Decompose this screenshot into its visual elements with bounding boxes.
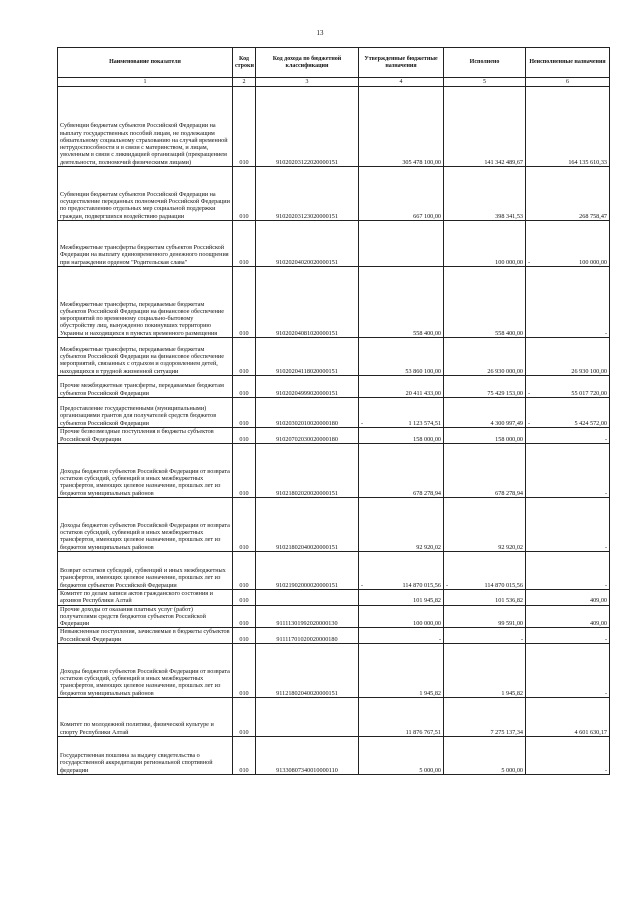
row-executed (444, 167, 526, 221)
row-name: Межбюджетные трансферты бюджетам субъектов Российской Федерации на выплату единовременного денежного поощрения при награждении орденом "Родительская слава" (58, 221, 233, 267)
row-unexecuted (526, 644, 610, 698)
budget-income-table (57, 47, 610, 775)
row-unexecuted (526, 338, 610, 376)
row-unexecuted (526, 498, 610, 552)
amount-value: 114 870 015,56 (402, 581, 441, 589)
amount-value: - (604, 329, 607, 337)
table-row (58, 338, 610, 376)
page-number: 13 (316, 29, 324, 37)
row-name: Прочие доходы от оказания платных услуг (работ) получателями средств бюджетов субъектов Российской Федерации (58, 605, 233, 628)
row-income-code: 91020204118020000151 (256, 338, 359, 376)
amount-value: 11 876 767,51 (405, 728, 441, 736)
amount-value: - (604, 435, 607, 443)
row-unexecuted (526, 444, 610, 498)
row-unexecuted (526, 87, 610, 167)
row-name: Прочие межбюджетные трансферты, передаваемые бюджетам субъектов Российской Федерации (58, 376, 233, 398)
amount-value: 409,00 (589, 620, 607, 628)
header-approved: Утвержденные бюджетные назначения (359, 48, 444, 78)
row-approved (359, 552, 444, 590)
table-row (58, 398, 610, 428)
row-income-code: 91020204020020000151 (256, 221, 359, 267)
row-unexecuted (526, 398, 610, 428)
row-line-code: 010 (233, 167, 256, 221)
row-income-code: 91020302010020000180 (256, 398, 359, 428)
row-income-code: 91111301992020000130 (256, 605, 359, 628)
amount-value: 268 758,47 (579, 212, 607, 220)
column-number: 4 (359, 78, 444, 87)
row-approved (359, 338, 444, 376)
amount-value: 55 017 720,00 (571, 389, 607, 397)
row-executed (444, 737, 526, 775)
row-approved (359, 737, 444, 775)
table-row (58, 444, 610, 498)
amount-value: 100 000,00 (495, 258, 523, 266)
amount-value: 5 000,00 (501, 766, 523, 774)
row-income-code: 91111701020020000180 (256, 628, 359, 644)
amount-value: 164 135 610,33 (568, 158, 607, 166)
row-unexecuted (526, 590, 610, 606)
row-line-code: 010 (233, 221, 256, 267)
header-line-code: Код строки (233, 48, 256, 78)
column-number: 1 (58, 78, 233, 87)
row-name: Комитет по делам записи актов гражданского состояния и архивов Республики Алтай (58, 590, 233, 606)
row-income-code: 91020203122020000151 (256, 87, 359, 167)
amount-value: - (604, 543, 607, 551)
row-name: Субвенции бюджетам субъектов Российской Федерации на выплату государственных пособий лицам, не подлежащим обязательному социальному страхованию на случай временной нетрудоспособности и в связи с материнством, и лицам, уволенным в связи с ликвидацией организаций (прекращением деятельности, полномочий физическими лицами) (58, 87, 233, 167)
row-income-code (256, 590, 359, 606)
row-name: Комитет по молодежной политике, физической культуре и спорту Республики Алтай (58, 698, 233, 737)
amount-value: 305 478 100,00 (402, 158, 441, 166)
amount-value: - (438, 635, 441, 643)
row-unexecuted (526, 628, 610, 644)
amount-value: 4 300 997,49 (490, 419, 523, 427)
row-executed (444, 376, 526, 398)
amount-value: 75 429 153,00 (487, 389, 523, 397)
row-unexecuted (526, 737, 610, 775)
row-income-code: 91021902000020000151 (256, 552, 359, 590)
amount-value: 100 000,00 (579, 258, 607, 266)
amount-value: 114 870 015,56 (484, 581, 523, 589)
amount-value: 1 945,82 (501, 689, 523, 697)
row-line-code: 010 (233, 376, 256, 398)
row-unexecuted (526, 605, 610, 628)
row-line-code: 010 (233, 590, 256, 606)
row-unexecuted (526, 428, 610, 444)
row-executed (444, 590, 526, 606)
amount-value: 26 930 100,00 (571, 367, 607, 375)
row-executed (444, 698, 526, 737)
row-line-code: 010 (233, 87, 256, 167)
header-name: Наименование показателя (58, 48, 233, 78)
negative-sign: - (528, 258, 531, 266)
table-row (58, 644, 610, 698)
row-line-code: 010 (233, 605, 256, 628)
row-line-code: 010 (233, 428, 256, 444)
row-executed (444, 444, 526, 498)
row-name: Прочие безвозмездные поступления в бюджеты субъектов Российской Федерации (58, 428, 233, 444)
row-name: Предоставление государственными (муниципальными) организациями грантов для получателей средств бюджетов субъектов Российской Федерации (58, 398, 233, 428)
row-line-code: 010 (233, 628, 256, 644)
table-row (58, 590, 610, 606)
row-name: Доходы бюджетов субъектов Российской Федерации от возврата остатков субсидий, субвенций и иных межбюджетных трансфертов, имеющих целевое назначение, прошлых лет из бюджетов муниципальных районов (58, 444, 233, 498)
row-approved (359, 590, 444, 606)
row-income-code: 91020702030020000180 (256, 428, 359, 444)
row-income-code: 91020203123020000151 (256, 167, 359, 221)
negative-sign: - (446, 581, 449, 589)
amount-value: 100 000,00 (413, 620, 441, 628)
row-approved (359, 398, 444, 428)
amount-value: - (604, 581, 607, 589)
row-approved (359, 87, 444, 167)
table-row (58, 498, 610, 552)
row-approved (359, 498, 444, 552)
amount-value: 667 100,00 (413, 212, 441, 220)
row-executed (444, 628, 526, 644)
negative-sign: - (528, 389, 531, 397)
table-row (58, 737, 610, 775)
column-number: 5 (444, 78, 526, 87)
amount-value: 678 278,94 (413, 489, 441, 497)
column-number: 6 (526, 78, 610, 87)
amount-value: - (604, 766, 607, 774)
row-approved (359, 221, 444, 267)
row-income-code: 91121802040020000151 (256, 644, 359, 698)
row-line-code: 010 (233, 737, 256, 775)
amount-value: 158 000,00 (495, 435, 523, 443)
amount-value: - (604, 635, 607, 643)
table-row (58, 167, 610, 221)
amount-value: 398 341,53 (495, 212, 523, 220)
row-name: Доходы бюджетов субъектов Российской Федерации от возврата остатков субсидий, субвенций и иных межбюджетных трансфертов, имеющих целевое назначение, прошлых лет из бюджетов муниципальных районов (58, 498, 233, 552)
row-line-code: 010 (233, 498, 256, 552)
column-number: 2 (233, 78, 256, 87)
table-row (58, 628, 610, 644)
amount-value: 1 945,82 (419, 689, 441, 697)
amount-value: 20 411 433,00 (405, 389, 441, 397)
row-income-code (256, 698, 359, 737)
amount-value: 26 930 000,00 (487, 367, 523, 375)
amount-value: 92 920,02 (416, 543, 441, 551)
row-approved (359, 698, 444, 737)
row-executed (444, 267, 526, 338)
row-unexecuted (526, 376, 610, 398)
table-row (58, 87, 610, 167)
header-unexecuted: Неисполненные назначения (526, 48, 610, 78)
row-income-code: 91021802040020000151 (256, 498, 359, 552)
row-name: Доходы бюджетов субъектов Российской Федерации от возврата остатков субсидий, субвенций и иных межбюджетных трансфертов, имеющих целевое назначение, прошлых лет из бюджетов муниципальных районов (58, 644, 233, 698)
negative-sign: - (361, 419, 364, 427)
row-executed (444, 221, 526, 267)
amount-value: 92 920,02 (498, 543, 523, 551)
row-executed (444, 644, 526, 698)
table-row (58, 605, 610, 628)
row-approved (359, 644, 444, 698)
amount-value: 141 342 489,67 (484, 158, 523, 166)
negative-sign: - (361, 581, 364, 589)
row-line-code: 010 (233, 267, 256, 338)
row-executed (444, 338, 526, 376)
table-row (58, 221, 610, 267)
row-name: Государственная пошлина за выдачу свидетельства о государственной аккредитации региональной спортивной федерации (58, 737, 233, 775)
row-unexecuted (526, 167, 610, 221)
row-line-code: 010 (233, 398, 256, 428)
row-executed (444, 87, 526, 167)
row-line-code: 010 (233, 644, 256, 698)
row-approved (359, 444, 444, 498)
amount-value: 158 000,00 (413, 435, 441, 443)
row-line-code: 010 (233, 444, 256, 498)
amount-value: 409,00 (589, 597, 607, 605)
row-line-code: 010 (233, 338, 256, 376)
row-unexecuted (526, 698, 610, 737)
amount-value: 5 000,00 (419, 766, 441, 774)
amount-value: 99 591,00 (498, 620, 523, 628)
amount-value: 101 945,82 (413, 597, 441, 605)
amount-value: 5 424 572,00 (574, 419, 607, 427)
row-approved (359, 167, 444, 221)
row-executed (444, 398, 526, 428)
row-income-code: 91020204999020000151 (256, 376, 359, 398)
header-income-code: Код дохода по бюджетной классификации (256, 48, 359, 78)
table-row (58, 376, 610, 398)
row-name: Возврат остатков субсидий, субвенций и иных межбюджетных трансфертов, имеющих целевое назначение, прошлых лет из бюджетов субъектов Российской Федерации (58, 552, 233, 590)
amount-value: 53 860 100,00 (405, 367, 441, 375)
amount-value: 4 601 630,17 (574, 728, 607, 736)
table-row (58, 698, 610, 737)
row-approved (359, 605, 444, 628)
row-executed (444, 552, 526, 590)
table-header-row (58, 48, 610, 78)
amount-value: 558 400,00 (495, 329, 523, 337)
column-number-row (58, 78, 610, 87)
row-income-code: 91330807340010000110 (256, 737, 359, 775)
row-unexecuted (526, 267, 610, 338)
row-unexecuted (526, 221, 610, 267)
table-row (58, 428, 610, 444)
amount-value: - (604, 489, 607, 497)
row-approved (359, 267, 444, 338)
table-row (58, 267, 610, 338)
row-approved (359, 376, 444, 398)
amount-value: - (604, 689, 607, 697)
amount-value: 7 275 137,34 (490, 728, 523, 736)
row-income-code: 91021802020020000151 (256, 444, 359, 498)
row-income-code: 91020204081020000151 (256, 267, 359, 338)
row-name: Межбюджетные трансферты, передаваемые бюджетам субъектов Российской Федерации на финансовое обеспечение мероприятий по временному социально-бытовому обустройству лиц, вынужденно покинувших территорию Украины и находящихся в пунктах временного размещения (58, 267, 233, 338)
row-executed (444, 428, 526, 444)
row-approved (359, 628, 444, 644)
row-executed (444, 498, 526, 552)
amount-value: 101 536,82 (495, 597, 523, 605)
table-row (58, 552, 610, 590)
amount-value: 558 400,00 (413, 329, 441, 337)
header-executed: Исполнено (444, 48, 526, 78)
row-line-code: 010 (233, 698, 256, 737)
row-unexecuted (526, 552, 610, 590)
amount-value: 678 278,94 (495, 489, 523, 497)
amount-value: - (520, 635, 523, 643)
row-name: Невыясненные поступления, зачисляемые в бюджеты субъектов Российской Федерации (58, 628, 233, 644)
amount-value: 1 123 574,51 (408, 419, 441, 427)
row-line-code: 010 (233, 552, 256, 590)
row-executed (444, 605, 526, 628)
negative-sign: - (528, 419, 531, 427)
row-approved (359, 428, 444, 444)
column-number: 3 (256, 78, 359, 87)
row-name: Межбюджетные трансферты, передаваемые бюджетам субъектов Российской Федерации на финансовое обеспечение мероприятий, связанных с отдыхом и оздоровлением детей, находящихся в трудной жизненной ситуации (58, 338, 233, 376)
row-name: Субвенции бюджетам субъектов Российской Федерации на осуществление переданных полномочий Российской Федерации по предоставлению отдельных мер социальной поддержки граждан, подвергшихся воздействию радиации (58, 167, 233, 221)
